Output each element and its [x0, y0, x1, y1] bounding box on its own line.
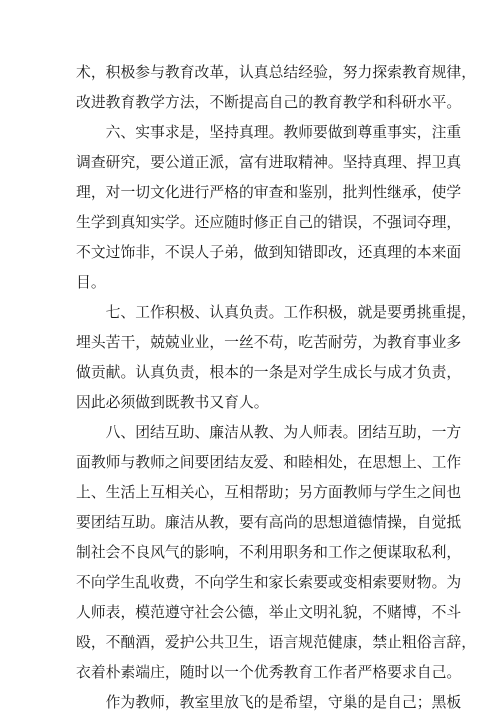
- text-line: 上、生活上互相关心，互相帮助；另方面教师与学生之间也: [76, 484, 462, 501]
- text-line: 调查研究，要公道正派，富有进取精神。坚持真理、捍卫真: [76, 154, 462, 171]
- text-line: 不向学生乱收费，不向学生和家长索要或变相索要财物。为: [76, 574, 462, 591]
- paragraph-eight: [76, 418, 477, 688]
- text-line: 做贡献。认真负责，根本的一条是对学生成长与成才负责，: [76, 364, 462, 381]
- paragraph-closing: [76, 688, 462, 718]
- text-line: 目。: [76, 274, 106, 291]
- text-line: 六、实事求是，坚持真理。教师要做到尊重事实，注重: [105, 124, 462, 141]
- text-line: 埋头苦干，兢兢业业，一丝不苟，吃苦耐劳，为教育事业多: [76, 334, 462, 351]
- paragraph-continued: [76, 58, 477, 118]
- text-line: 八、团结互助、廉洁从教、为人师表。团结互助，一方: [105, 424, 462, 441]
- paragraph-seven: [76, 298, 477, 418]
- text-line: 生学到真知实学。还应随时修正自己的错误，不强词夺理，: [76, 214, 462, 231]
- text-line: 改进教育教学方法，不断提高自己的教育教学和科研水平。: [76, 94, 462, 111]
- text-line: 作为教师，教室里放飞的是希望，守巢的是自己；黑板: [105, 694, 462, 711]
- text-line: 七、工作积极、认真负责。工作积极，就是要勇挑重提，: [105, 304, 477, 321]
- text-line: 制社会不良风气的影响，不利用职务和工作之便谋取私利，: [76, 544, 462, 561]
- text-line: 要团结互助。廉洁从教，要有高尚的思想道德情操，自觉抵: [76, 514, 462, 531]
- text-line: 殴，不酗酒，爱护公共卫生，语言规范健康，禁止粗俗言辞，: [76, 634, 477, 651]
- text-line: 术，积极参与教育改革，认真总结经验，努力探索教育规律，: [76, 64, 477, 81]
- paragraph-six: [76, 118, 462, 298]
- text-line: 理，对一切文化进行严格的审查和鉴别，批判性继承，使学: [76, 184, 462, 201]
- document-page: [76, 58, 477, 718]
- text-line: 不文过饰非，不误人子弟，做到知错即改，还真理的本来面: [76, 244, 462, 261]
- text-line: 因此必须做到既教书又育人。: [76, 394, 269, 411]
- text-line: 人师表，模范遵守社会公德，举止文明礼貌，不赌博，不斗: [76, 604, 462, 621]
- text-line: 面教师与教师之间要团结友爱、和睦相处，在思想上、工作: [76, 454, 462, 471]
- text-line: 衣着朴素端庄，随时以一个优秀教育工作者严格要求自己。: [76, 664, 462, 681]
